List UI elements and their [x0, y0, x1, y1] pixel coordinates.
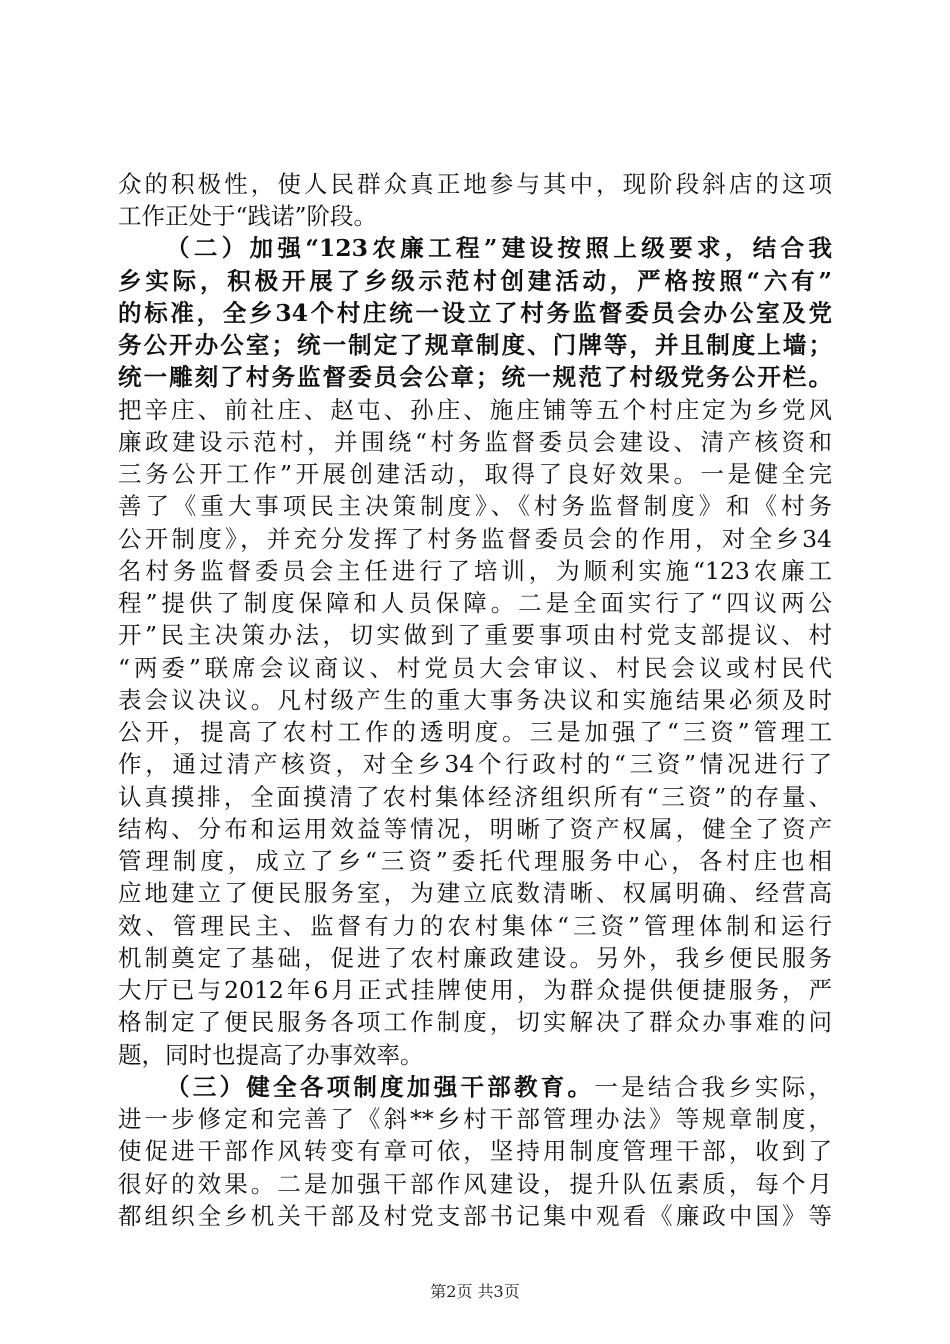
text-line: 认真摸排，全面摸清了农村集体经济组织所有“三资”的存量、: [118, 782, 832, 811]
text-line: 格制定了便民服务各项工作制度，切实解决了群众办事难的问: [118, 1008, 832, 1037]
text-line: 题，同时也提高了办事效率。: [118, 1040, 424, 1069]
text-line: 都组织全乡机关干部及村党支部书记集中观看《廉政中国》等: [118, 1201, 832, 1230]
section-heading-line: 的标准，全乡34个村庄统一设立了村务监督委员会办公室及党: [118, 298, 832, 327]
section-heading-line: [166, 1071, 832, 1103]
text-line: 善了《重大事项民主决策制度》、《村务监督制度》和《村务: [118, 492, 832, 521]
text-line: 应地建立了便民服务室，为建立底数清晰、权属明确、经营高: [118, 879, 832, 908]
section-heading-line: 乡实际，积极开展了乡级示范村创建活动，严格按照“六有”: [118, 266, 832, 295]
section-heading-line: 统一雕刻了村务监督委员会公章；统一规范了村级党务公开栏。: [118, 363, 832, 392]
text-line: 表会议决议。凡村级产生的重大事务决议和实施结果必须及时: [118, 685, 832, 714]
section-heading-line: （二）加强“123农廉工程”建设按照上级要求，结合我: [166, 234, 832, 263]
text-line: 把辛庄、前社庄、赵屯、孙庄、施庄铺等五个村庄定为乡党风: [118, 395, 832, 424]
text-line: 机制奠定了基础，促进了农村廉政建设。另外，我乡便民服务: [118, 943, 832, 972]
text-line: 作，通过清产核资，对全乡34个行政村的“三资”情况进行了: [118, 750, 832, 779]
text-line: 大厅已与2012年6月正式挂牌使用，为群众提供便捷服务，严: [118, 976, 832, 1005]
text-line: 廉政建设示范村，并围绕“村务监督委员会建设、清产核资和: [118, 427, 832, 456]
page-number-footer: 第2页 共3页: [430, 1282, 520, 1301]
text-line: 管理制度，成立了乡“三资”委托代理服务中心，各村庄也相: [118, 847, 832, 876]
text-line: 进一步修定和完善了《斜**乡村干部管理办法》等规章制度，: [118, 1105, 832, 1134]
text-line: 效、管理民主、监督有力的农村集体“三资”管理体制和运行: [118, 911, 832, 940]
text-line: 工作正处于“践诺”阶段。: [118, 202, 378, 231]
text-line: 众的积极性，使人民群众真正地参与其中，现阶段斜店的这项: [118, 170, 832, 198]
text-line: 程”提供了制度保障和人员保障。二是全面实行了“四议两公: [118, 589, 832, 618]
text-line: 开”民主决策办法，切实做到了重要事项由村党支部提议、村: [118, 621, 832, 650]
text-line: 结构、分布和运用效益等情况，明晰了资产权属，健全了资产: [118, 814, 832, 843]
section-heading-line: 务公开办公室；统一制定了规章制度、门牌等，并且制度上墙；: [118, 331, 832, 360]
text-line: 公开，提高了农村工作的透明度。三是加强了“三资”管理工: [118, 718, 832, 747]
text-line: 名村务监督委员会主任进行了培训，为顺利实施“123农廉工: [118, 556, 832, 585]
text-line: 公开制度》，并充分发挥了村务监督委员会的作用，对全乡34: [118, 524, 832, 553]
text-line: 使促进干部作风转变有章可依，坚持用制度管理干部，收到了: [118, 1137, 832, 1166]
text-line: “两委”联席会议商议、村党员大会审议、村民会议或村民代: [118, 653, 832, 682]
section-heading: （三）健全各项制度加强干部教育。: [166, 1072, 595, 1101]
text-line: 很好的效果。二是加强干部作风建设，提升队伍素质，每个月: [118, 1169, 832, 1198]
text-line: 三务公开工作”开展创建活动，取得了良好效果。一是健全完: [118, 460, 832, 489]
section-heading-rest: 一是结合我乡实际，: [594, 1072, 833, 1101]
